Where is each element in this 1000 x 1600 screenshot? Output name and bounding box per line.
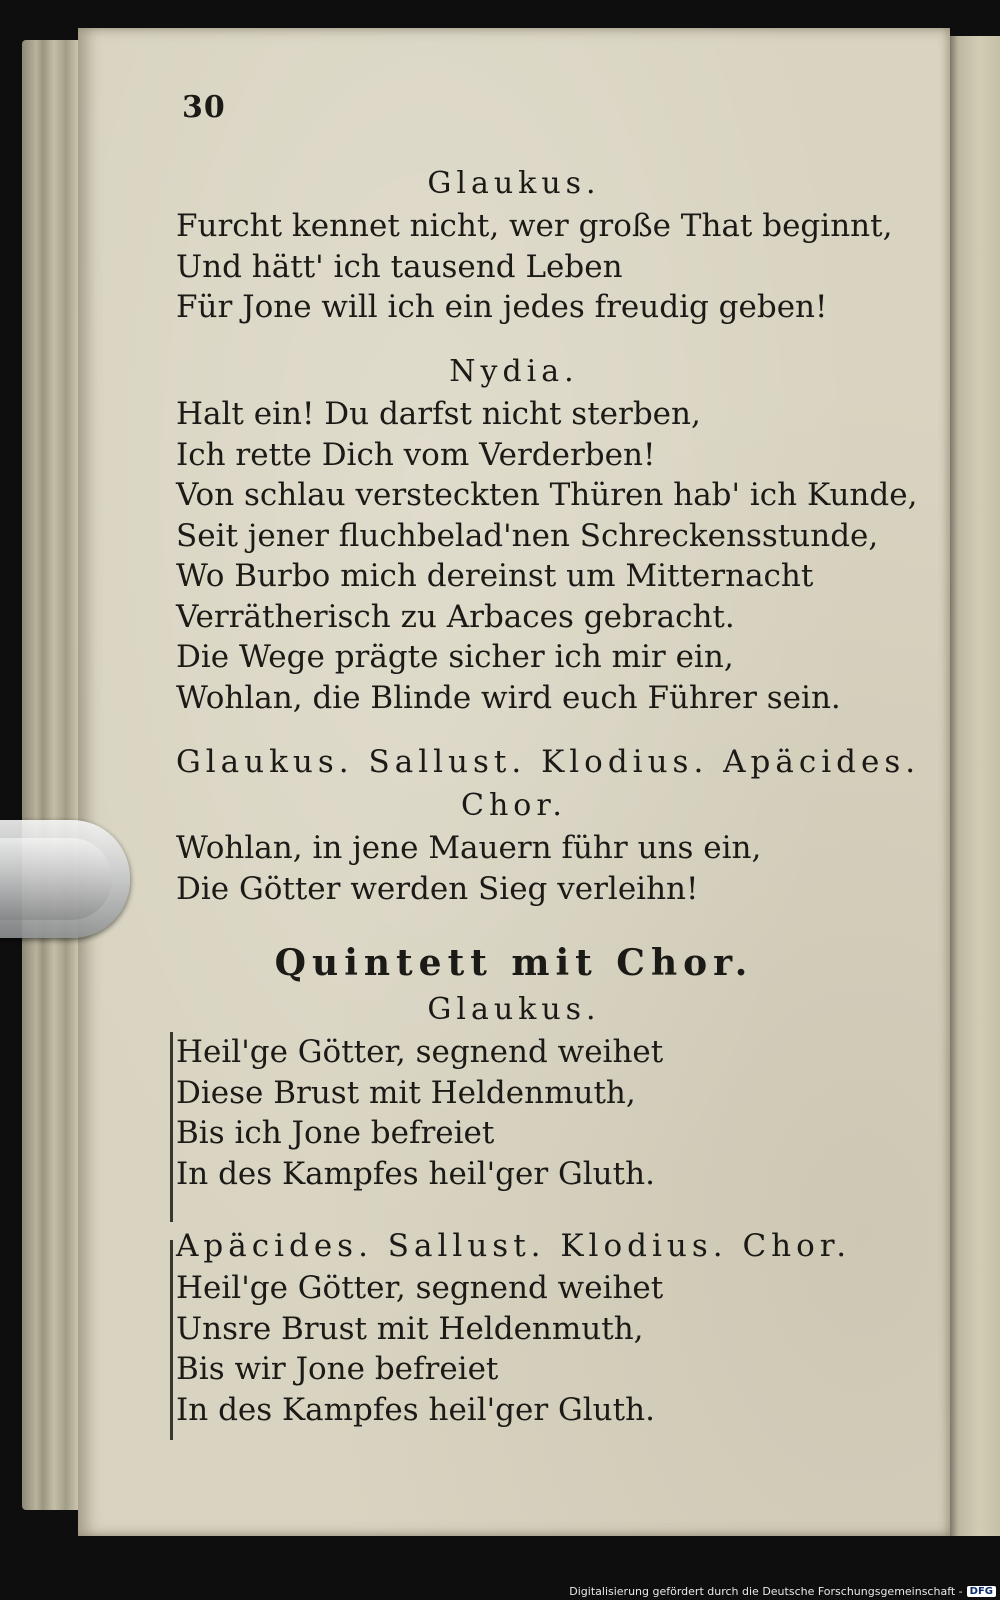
page-number: 30 bbox=[182, 90, 226, 125]
verse-line: Verrätherisch zu Arbaces gebracht. bbox=[176, 598, 735, 635]
verse-bracket bbox=[170, 1032, 173, 1222]
ensemble-speakers: Glaukus. Sallust. Klodius. Apäcides. bbox=[176, 744, 921, 780]
verse-line: In des Kampfes heil'ger Gluth. bbox=[176, 1391, 655, 1428]
verse-line: Wohlan, die Blinde wird euch Führer sein. bbox=[176, 679, 841, 716]
dfg-logo: DFG bbox=[967, 1586, 996, 1597]
verse-line: Seit jener fluchbelad'nen Schreckensstunde, bbox=[176, 517, 879, 554]
verse-line: Furcht kennet nicht, wer große That beginnt, bbox=[176, 208, 893, 244]
verse-line: Wohlan, in jene Mauern führ uns ein, bbox=[176, 830, 762, 866]
speaker-name: Glaukus. bbox=[427, 166, 601, 201]
footer-credit bbox=[569, 1585, 996, 1598]
verse-line: Unsre Brust mit Heldenmuth, bbox=[176, 1310, 644, 1347]
verse-line: Wo Burbo mich dereinst um Mitternacht bbox=[176, 558, 814, 594]
verse-line: Und hätt' ich tausend Leben bbox=[176, 248, 623, 285]
verse-line: Ich rette Dich vom Verderben! bbox=[176, 436, 656, 473]
verse-line: Für Jone will ich ein jedes freudig geben! bbox=[176, 289, 828, 325]
verse-line: Von schlau versteckten Thüren hab' ich Kunde, bbox=[176, 477, 918, 513]
verse-line: Halt ein! Du darfst nicht sterben, bbox=[176, 396, 701, 432]
speaker-name: Nydia. bbox=[449, 354, 579, 389]
ensemble-line bbox=[78, 740, 950, 784]
book-page bbox=[78, 28, 950, 1536]
verse-line: Diese Brust mit Heldenmuth, bbox=[176, 1074, 636, 1111]
verse-line: Bis wir Jone befreiet bbox=[176, 1351, 499, 1387]
section-ensemble-chor bbox=[78, 1224, 950, 1430]
section-quintett bbox=[78, 938, 950, 1194]
footer-text: Digitalisierung gefördert durch die Deutsche Forschungsgemeinschaft - bbox=[569, 1585, 963, 1598]
speaker-name: Chor. bbox=[461, 788, 567, 823]
verse-bracket bbox=[170, 1240, 173, 1440]
verse-line: Bis ich Jone befreiet bbox=[176, 1115, 495, 1151]
page-clip-highlight bbox=[0, 838, 112, 920]
verse-line: Die Götter werden Sieg verleihn! bbox=[176, 870, 699, 907]
verse-line: In des Kampfes heil'ger Gluth. bbox=[176, 1155, 655, 1192]
verse-line: Heil'ge Götter, segnend weihet bbox=[176, 1270, 664, 1306]
section-chor bbox=[78, 784, 950, 909]
next-page-edge bbox=[948, 36, 1000, 1536]
section-nydia bbox=[78, 350, 950, 718]
section-heading: Quintett mit Chor. bbox=[274, 942, 754, 984]
section-glaukus bbox=[78, 162, 950, 328]
verse-line: Heil'ge Götter, segnend weihet bbox=[176, 1034, 664, 1070]
verse-line: Die Wege prägte sicher ich mir ein, bbox=[176, 639, 734, 675]
ensemble-speakers: Apäcides. Sallust. Klodius. Chor. bbox=[176, 1228, 852, 1264]
speaker-name: Glaukus. bbox=[427, 992, 601, 1027]
